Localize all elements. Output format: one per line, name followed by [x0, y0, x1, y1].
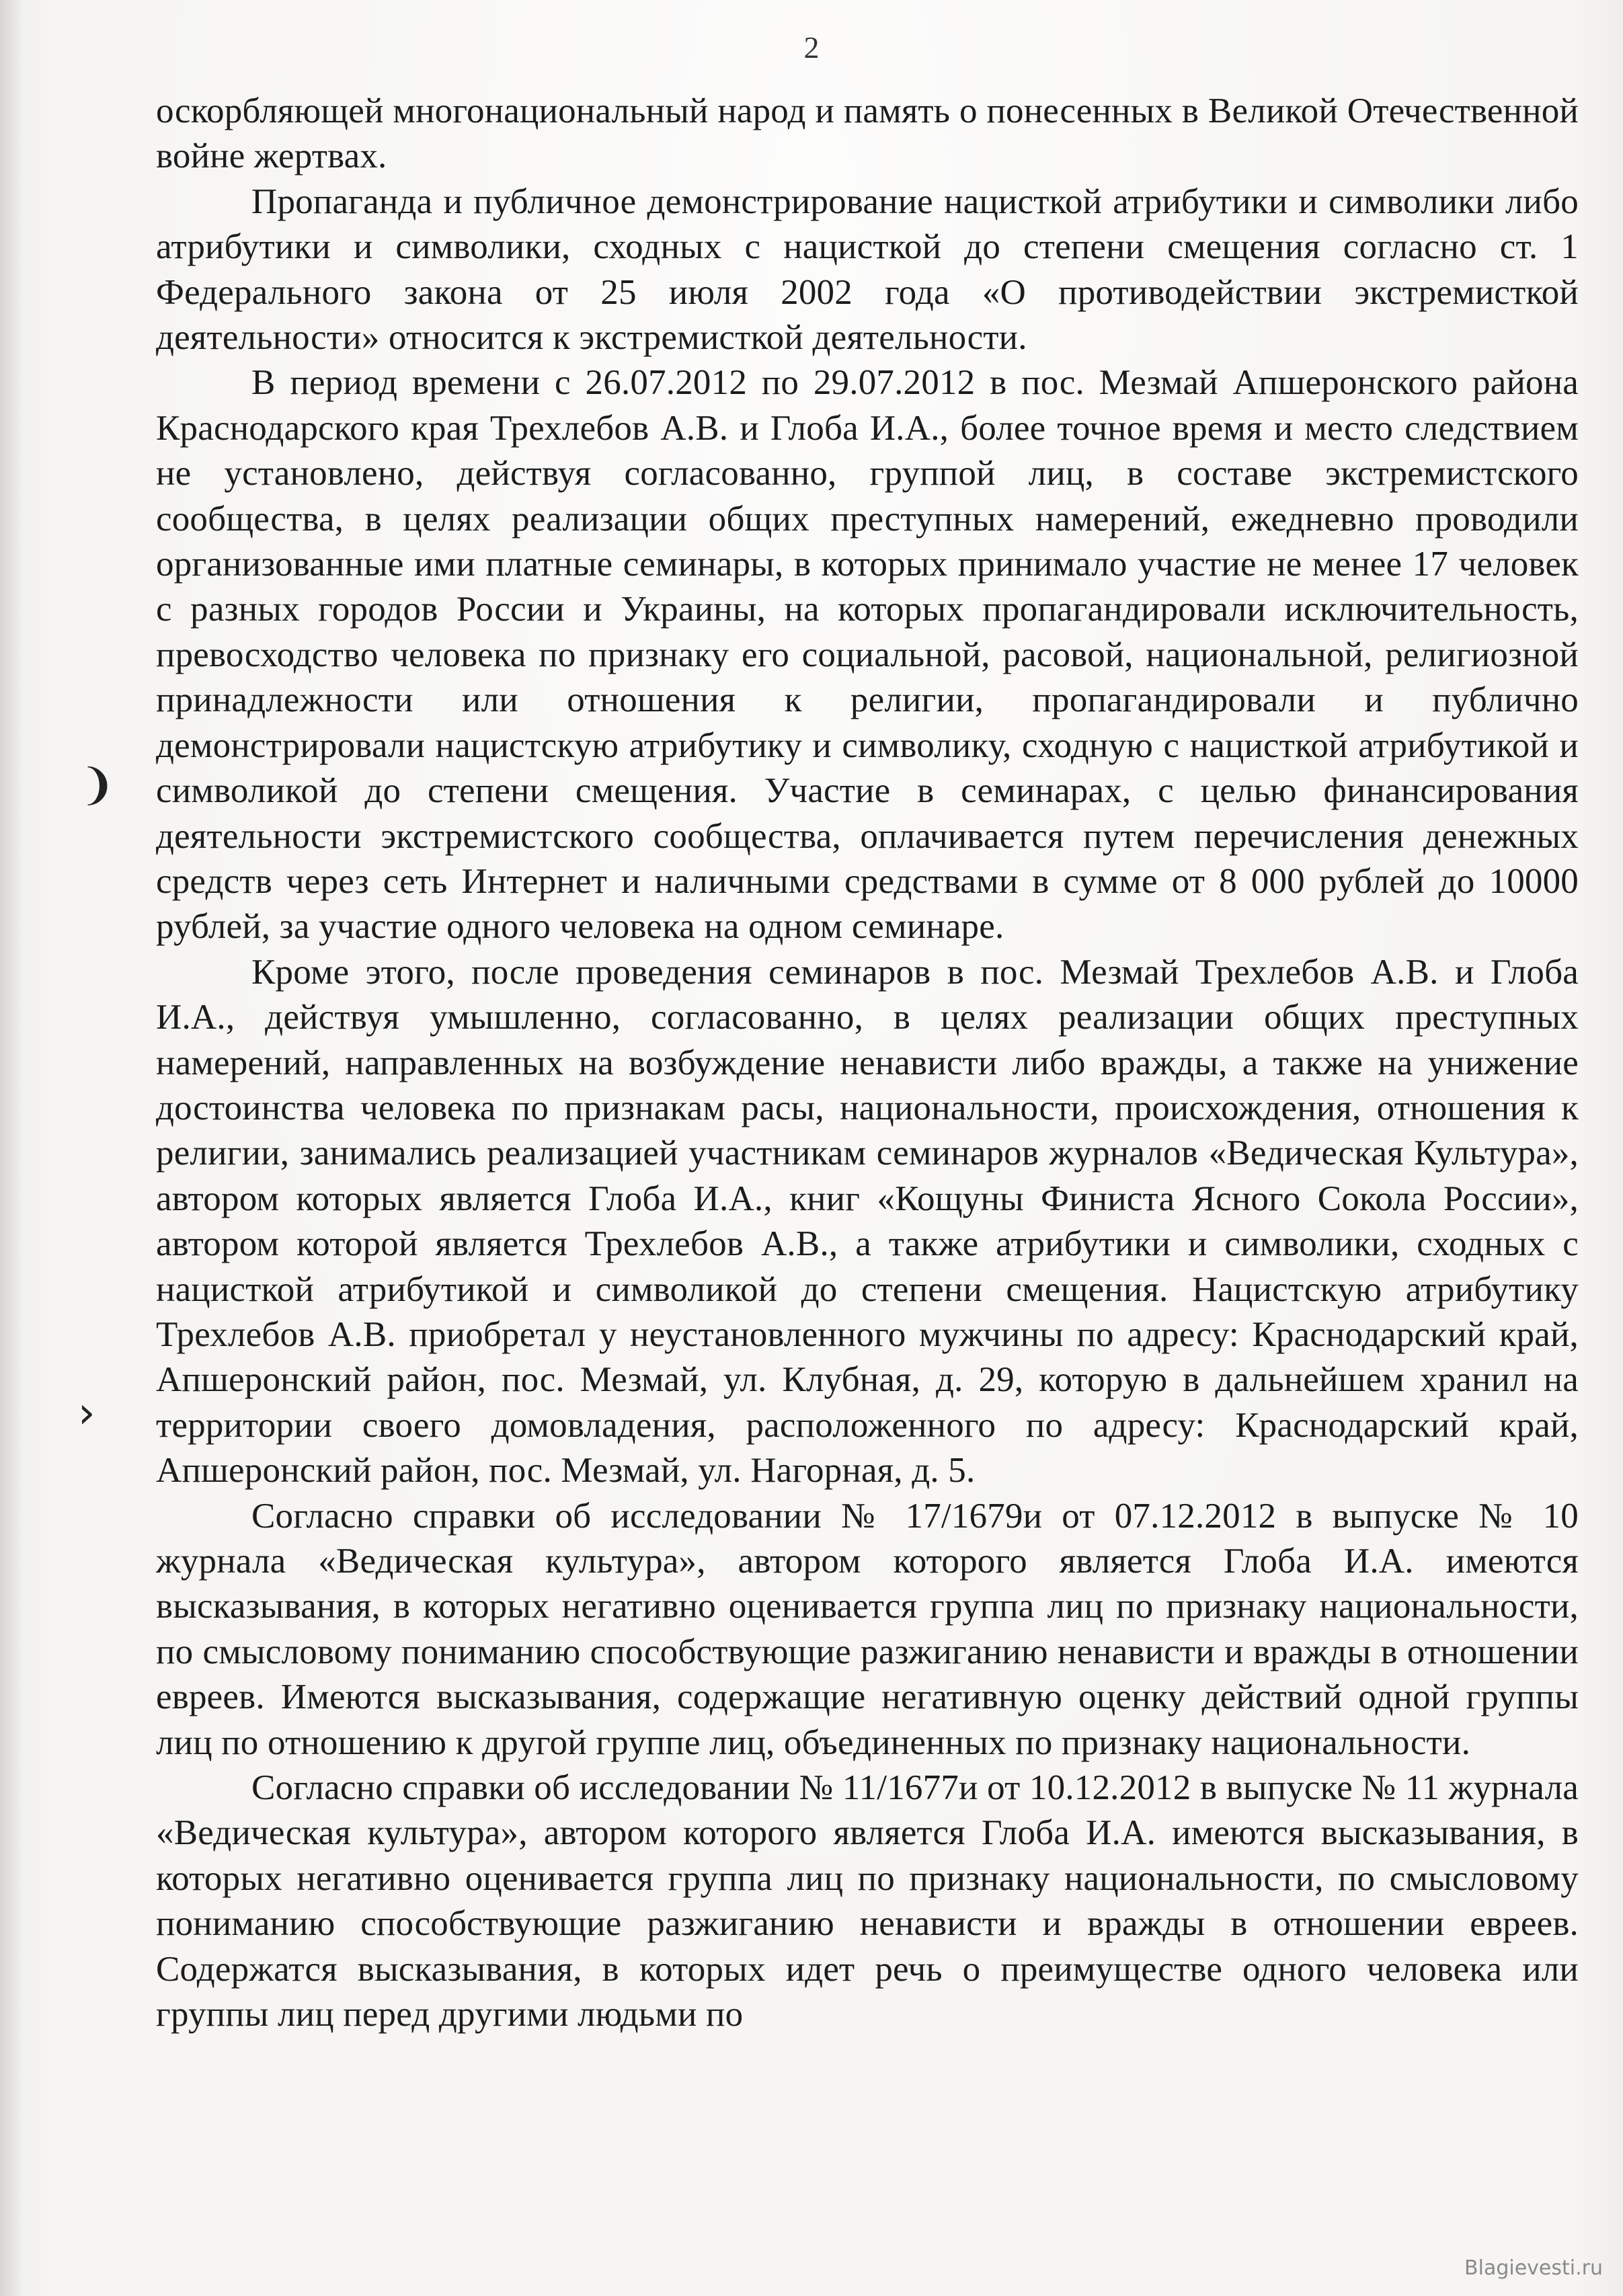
scan-edge-shadow — [0, 0, 23, 2296]
page-number: 2 — [803, 30, 820, 65]
document-body — [156, 89, 1579, 2037]
paragraph-6: Согласно справки об исследовании № 11/1677и от 10.12.2012 в выпуске № 11 журнала «Ведическая культура», автором которого является Глоба И.А. имеются высказывания, в которых негативно оценивается группа лиц по признаку национальности, по смысловому пониманию способствующие разжиганию ненависти и вражды в отношении евреев. Содержатся высказывания, в которых идет речь о преимуществе одного человека или группы лиц перед другими людьми по — [156, 1768, 1579, 2034]
paragraph-2: Пропаганда и публичное демонстрирование нацисткой атрибутики и символики либо атрибутики и символики, сходных с нацисткой до степени смещения согласно ст. 1 Федерального закона от 25 июля 2002 года «О противодействии экстремисткой деятельности» относится к экстремисткой деятельности. — [156, 182, 1579, 358]
watermark: Blagievesti.ru — [1464, 2256, 1603, 2280]
paragraph-1: оскорбляющей многонациональный народ и память о понесенных в Великой Отечественной войне жертвах. — [156, 91, 1579, 176]
margin-mark-2: › — [78, 1388, 95, 1438]
paragraph-4: Кроме этого, после проведения семинаров в пос. Мезмай Трехлебов А.В. и Глоба И.А., действуя умышленно, согласованно, в целях реализации общих преступных намерений, направленных на возбуждение ненависти либо вражды, а также на унижение достоинства человека по признакам расы, национальности, происхождения, отношения к религии, занимались реализацией участникам семинаров журналов «Ведическая Культура», автором которых является Глоба И.А., книг «Кощуны Финиста Ясного Сокола России», автором которой является Трехлебов А.В., а также атрибутики и символики, сходных с нацисткой атрибутикой и символикой до степени смещения. Нацистскую атрибутику Трехлебов А.В. приобретал у неустановленного мужчины по адресу: Краснодарский край, Апшеронский район, пос. Мезмай, ул. Клубная, д. 29, которую в дальнейшем хранил на территории своего домовладения, расположенного по адресу: Краснодарский край, Апшеронский район, пос. Мезмай, ул. Нагорная, д. 5. — [156, 952, 1579, 1491]
paragraph-3: В период времени с 26.07.2012 по 29.07.2012 в пос. Мезмай Апшеронского района Краснодарского края Трехлебов А.В. и Глоба И.А., более точное время и место следствием не установлено, действуя согласованно, группой лиц, в составе экстремистского сообщества, в целях реализации общих преступных намерений, ежедневно проводили организованные ими платные семинары, в которых принимало участие не менее 17 человек с разных городов России и Украины, на которых пропагандировали исключительность, превосходство человека по признаку его социальной, расовой, национальной, религиозной принадлежности или отношения к религии, пропагандировали и публично демонстрировали нацистскую атрибутику и символику, сходную с нацисткой атрибутикой и символикой до степени смещения. Участие в семинарах, с целью финансирования деятельности экстремистского сообщества, оплачивается путем перечисления денежных средств через сеть Интернет и наличными средствами в сумме от 8 000 рублей до 10000 рублей, за участие одного человека на одном семинаре. — [156, 363, 1579, 947]
margin-mark-1: ❩ — [79, 760, 116, 810]
paragraph-5: Согласно справки об исследовании № 17/1679и от 07.12.2012 в выпуске № 10 журнала «Ведическая культура», автором которого является Глоба И.А. имеются высказывания, в которых негативно оценивается группа лиц по признаку национальности, по смысловому пониманию способствующие разжиганию ненависти и вражды в отношении евреев. Имеются высказывания, содержащие негативную оценку действий одной группы лиц по отношению к другой группе лиц, объединенных по признаку национальности. — [156, 1496, 1579, 1762]
